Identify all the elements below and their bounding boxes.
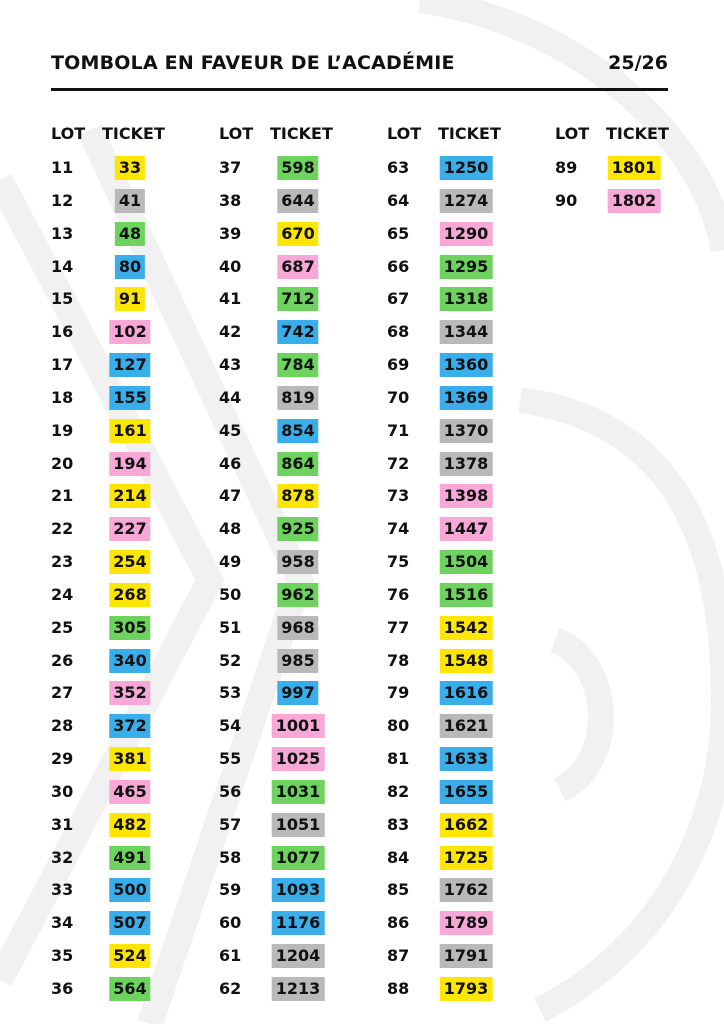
lot-number: 45 bbox=[219, 420, 242, 440]
lot-header: LOT bbox=[51, 124, 86, 143]
lot-number: 51 bbox=[219, 617, 242, 637]
lot-number: 74 bbox=[387, 519, 410, 539]
lot-number: 32 bbox=[51, 847, 74, 867]
table-row bbox=[51, 285, 181, 313]
table-row bbox=[51, 450, 181, 478]
ticket-header: TICKET bbox=[102, 124, 165, 143]
lot-number: 44 bbox=[219, 387, 242, 407]
lot-number: 30 bbox=[51, 781, 74, 801]
ticket-number: 524 bbox=[109, 944, 150, 968]
lot-number: 21 bbox=[51, 486, 74, 506]
ticket-number: 925 bbox=[277, 517, 318, 541]
ticket-number: 465 bbox=[109, 780, 150, 804]
lot-number: 77 bbox=[387, 617, 410, 637]
ticket-number: 1793 bbox=[440, 977, 493, 1001]
ticket-number: 340 bbox=[109, 649, 150, 673]
ticket-number: 819 bbox=[277, 386, 318, 410]
lot-number: 56 bbox=[219, 781, 242, 801]
table-row bbox=[219, 253, 349, 281]
ticket-number: 564 bbox=[109, 977, 150, 1001]
table-row bbox=[219, 187, 349, 215]
ticket-number: 127 bbox=[109, 353, 150, 377]
page-header bbox=[51, 52, 668, 80]
table-row bbox=[387, 220, 517, 248]
ticket-number: 1360 bbox=[440, 353, 493, 377]
lot-number: 52 bbox=[219, 650, 242, 670]
lot-number: 85 bbox=[387, 880, 410, 900]
ticket-number: 1801 bbox=[608, 156, 661, 180]
table-row bbox=[387, 253, 517, 281]
lot-number: 89 bbox=[555, 158, 578, 177]
lot-number: 61 bbox=[219, 946, 242, 966]
table-row bbox=[219, 450, 349, 478]
ticket-number: 1295 bbox=[440, 255, 493, 279]
ticket-number: 784 bbox=[277, 353, 318, 377]
lot-number: 48 bbox=[219, 519, 242, 539]
lot-number: 54 bbox=[219, 716, 242, 736]
lot-number: 16 bbox=[51, 322, 74, 342]
ticket-number: 48 bbox=[115, 222, 145, 246]
lot-number: 66 bbox=[387, 256, 410, 276]
table-row bbox=[219, 220, 349, 248]
ticket-number: 1204 bbox=[272, 944, 325, 968]
table-row bbox=[219, 975, 349, 1003]
table-row bbox=[51, 253, 181, 281]
header-divider bbox=[51, 88, 668, 91]
table-row bbox=[219, 778, 349, 806]
lot-number: 62 bbox=[219, 979, 242, 998]
ticket-number: 254 bbox=[109, 550, 150, 574]
ticket-number: 1762 bbox=[440, 878, 493, 902]
ticket-number: 1621 bbox=[440, 714, 493, 738]
ticket-number: 968 bbox=[277, 616, 318, 640]
table-row bbox=[387, 909, 517, 937]
table-row bbox=[51, 844, 181, 872]
page-title: TOMBOLA EN FAVEUR DE L’ACADÉMIE bbox=[51, 52, 455, 74]
lot-number: 26 bbox=[51, 650, 74, 670]
lot-number: 82 bbox=[387, 781, 410, 801]
lot-number: 38 bbox=[219, 190, 242, 210]
table-row bbox=[219, 417, 349, 445]
lot-number: 63 bbox=[387, 158, 410, 177]
table-row bbox=[219, 285, 349, 313]
column-header bbox=[555, 124, 685, 146]
ticket-number: 1051 bbox=[272, 813, 325, 837]
table-row bbox=[51, 876, 181, 904]
lot-number: 17 bbox=[51, 355, 74, 375]
ticket-number: 1369 bbox=[440, 386, 493, 410]
lot-column-4 bbox=[555, 124, 685, 210]
table-row bbox=[51, 581, 181, 609]
column-header bbox=[51, 124, 181, 146]
lot-number: 43 bbox=[219, 355, 242, 375]
lot-number: 53 bbox=[219, 683, 242, 703]
table-row bbox=[387, 417, 517, 445]
table-row bbox=[387, 482, 517, 510]
ticket-number: 80 bbox=[115, 255, 145, 279]
lot-number: 87 bbox=[387, 946, 410, 966]
ticket-number: 214 bbox=[109, 484, 150, 508]
ticket-header: TICKET bbox=[606, 124, 669, 143]
table-row bbox=[51, 318, 181, 346]
lot-number: 50 bbox=[219, 584, 242, 604]
table-row bbox=[219, 876, 349, 904]
ticket-number: 1093 bbox=[272, 878, 325, 902]
ticket-number: 687 bbox=[277, 255, 318, 279]
ticket-number: 598 bbox=[277, 156, 318, 180]
table-row bbox=[51, 712, 181, 740]
lot-number: 72 bbox=[387, 453, 410, 473]
table-row bbox=[219, 647, 349, 675]
lot-number: 37 bbox=[219, 158, 242, 177]
ticket-number: 1802 bbox=[608, 189, 661, 213]
ticket-number: 962 bbox=[277, 583, 318, 607]
ticket-number: 33 bbox=[115, 156, 145, 180]
lot-number: 12 bbox=[51, 190, 74, 210]
lot-number: 78 bbox=[387, 650, 410, 670]
ticket-number: 194 bbox=[109, 452, 150, 476]
lot-column-1 bbox=[51, 124, 181, 998]
ticket-number: 1077 bbox=[272, 846, 325, 870]
table-row bbox=[219, 548, 349, 576]
ticket-number: 41 bbox=[115, 189, 145, 213]
ticket-number: 352 bbox=[109, 681, 150, 705]
ticket-number: 878 bbox=[277, 484, 318, 508]
lot-number: 46 bbox=[219, 453, 242, 473]
ticket-number: 155 bbox=[109, 386, 150, 410]
lot-number: 36 bbox=[51, 979, 74, 998]
ticket-number: 644 bbox=[277, 189, 318, 213]
lot-number: 83 bbox=[387, 814, 410, 834]
table-row bbox=[387, 679, 517, 707]
table-row bbox=[387, 384, 517, 412]
ticket-number: 1633 bbox=[440, 747, 493, 771]
ticket-number: 1548 bbox=[440, 649, 493, 673]
ticket-number: 1516 bbox=[440, 583, 493, 607]
lot-number: 31 bbox=[51, 814, 74, 834]
lot-number: 47 bbox=[219, 486, 242, 506]
table-row bbox=[555, 154, 685, 182]
ticket-number: 227 bbox=[109, 517, 150, 541]
lot-number: 11 bbox=[51, 158, 74, 177]
table-row bbox=[51, 548, 181, 576]
lot-number: 68 bbox=[387, 322, 410, 342]
lot-number: 19 bbox=[51, 420, 74, 440]
table-row bbox=[219, 154, 349, 182]
ticket-number: 1001 bbox=[272, 714, 325, 738]
lot-number: 76 bbox=[387, 584, 410, 604]
ticket-number: 1725 bbox=[440, 846, 493, 870]
table-row bbox=[51, 187, 181, 215]
ticket-number: 482 bbox=[109, 813, 150, 837]
ticket-number: 864 bbox=[277, 452, 318, 476]
lot-number: 49 bbox=[219, 552, 242, 572]
table-row bbox=[51, 614, 181, 642]
ticket-number: 1031 bbox=[272, 780, 325, 804]
lot-number: 55 bbox=[219, 749, 242, 769]
table-row bbox=[51, 482, 181, 510]
table-row bbox=[219, 351, 349, 379]
lot-number: 69 bbox=[387, 355, 410, 375]
table-row bbox=[219, 745, 349, 773]
ticket-number: 997 bbox=[277, 681, 318, 705]
table-row bbox=[219, 515, 349, 543]
ticket-number: 1616 bbox=[440, 681, 493, 705]
lot-number: 58 bbox=[219, 847, 242, 867]
table-row bbox=[219, 712, 349, 740]
lot-number: 71 bbox=[387, 420, 410, 440]
lot-number: 84 bbox=[387, 847, 410, 867]
table-row bbox=[387, 285, 517, 313]
table-row bbox=[219, 844, 349, 872]
ticket-number: 268 bbox=[109, 583, 150, 607]
ticket-number: 507 bbox=[109, 911, 150, 935]
ticket-number: 305 bbox=[109, 616, 150, 640]
lot-number: 18 bbox=[51, 387, 74, 407]
table-row bbox=[219, 909, 349, 937]
ticket-header: TICKET bbox=[270, 124, 333, 143]
lot-number: 81 bbox=[387, 749, 410, 769]
column-header bbox=[387, 124, 517, 146]
lot-number: 75 bbox=[387, 552, 410, 572]
table-row bbox=[387, 844, 517, 872]
table-row bbox=[387, 318, 517, 346]
table-row bbox=[51, 811, 181, 839]
lot-number: 27 bbox=[51, 683, 74, 703]
lot-number: 22 bbox=[51, 519, 74, 539]
table-row bbox=[387, 712, 517, 740]
table-row bbox=[387, 187, 517, 215]
lot-number: 67 bbox=[387, 289, 410, 309]
season-label: 25/26 bbox=[608, 52, 668, 74]
lot-number: 13 bbox=[51, 223, 74, 243]
table-row bbox=[51, 745, 181, 773]
ticket-number: 670 bbox=[277, 222, 318, 246]
ticket-number: 491 bbox=[109, 846, 150, 870]
ticket-header: TICKET bbox=[438, 124, 501, 143]
table-row bbox=[219, 942, 349, 970]
lot-number: 42 bbox=[219, 322, 242, 342]
table-row bbox=[387, 778, 517, 806]
ticket-number: 1290 bbox=[440, 222, 493, 246]
table-row bbox=[387, 647, 517, 675]
ticket-number: 1318 bbox=[440, 287, 493, 311]
lot-number: 60 bbox=[219, 913, 242, 933]
ticket-number: 742 bbox=[277, 320, 318, 344]
table-row bbox=[387, 548, 517, 576]
ticket-number: 1378 bbox=[440, 452, 493, 476]
ticket-number: 1176 bbox=[272, 911, 325, 935]
ticket-number: 102 bbox=[109, 320, 150, 344]
lot-number: 33 bbox=[51, 880, 74, 900]
lot-number: 14 bbox=[51, 256, 74, 276]
lot-number: 88 bbox=[387, 979, 410, 998]
table-row bbox=[51, 778, 181, 806]
table-row bbox=[51, 417, 181, 445]
lot-number: 34 bbox=[51, 913, 74, 933]
lot-column-2 bbox=[219, 124, 349, 998]
ticket-number: 985 bbox=[277, 649, 318, 673]
lot-number: 65 bbox=[387, 223, 410, 243]
ticket-number: 372 bbox=[109, 714, 150, 738]
table-row bbox=[387, 515, 517, 543]
ticket-number: 1250 bbox=[440, 156, 493, 180]
lot-number: 25 bbox=[51, 617, 74, 637]
lot-column-3 bbox=[387, 124, 517, 998]
ticket-number: 958 bbox=[277, 550, 318, 574]
table-row bbox=[387, 876, 517, 904]
table-row bbox=[51, 154, 181, 182]
ticket-number: 161 bbox=[109, 419, 150, 443]
table-row bbox=[387, 581, 517, 609]
ticket-number: 712 bbox=[277, 287, 318, 311]
table-row bbox=[219, 614, 349, 642]
lot-number: 70 bbox=[387, 387, 410, 407]
ticket-number: 500 bbox=[109, 878, 150, 902]
ticket-number: 1213 bbox=[272, 977, 325, 1001]
ticket-number: 1025 bbox=[272, 747, 325, 771]
lot-number: 29 bbox=[51, 749, 74, 769]
ticket-number: 1655 bbox=[440, 780, 493, 804]
table-row bbox=[219, 811, 349, 839]
ticket-number: 1398 bbox=[440, 484, 493, 508]
ticket-number: 91 bbox=[115, 287, 145, 311]
table-row bbox=[387, 942, 517, 970]
table-row bbox=[219, 318, 349, 346]
table-row bbox=[51, 515, 181, 543]
lot-number: 28 bbox=[51, 716, 74, 736]
lot-number: 41 bbox=[219, 289, 242, 309]
table-row bbox=[387, 811, 517, 839]
table-row bbox=[51, 351, 181, 379]
table-row bbox=[387, 351, 517, 379]
table-row bbox=[387, 614, 517, 642]
table-row bbox=[51, 975, 181, 1003]
table-row bbox=[387, 154, 517, 182]
table-row bbox=[51, 647, 181, 675]
table-row bbox=[219, 384, 349, 412]
ticket-number: 381 bbox=[109, 747, 150, 771]
lot-number: 80 bbox=[387, 716, 410, 736]
table-row bbox=[51, 942, 181, 970]
lot-number: 64 bbox=[387, 190, 410, 210]
table-row bbox=[555, 187, 685, 215]
lot-number: 23 bbox=[51, 552, 74, 572]
table-row bbox=[51, 679, 181, 707]
lot-header: LOT bbox=[555, 124, 590, 143]
lot-header: LOT bbox=[387, 124, 422, 143]
ticket-number: 1447 bbox=[440, 517, 493, 541]
table-row bbox=[387, 975, 517, 1003]
lot-number: 90 bbox=[555, 190, 578, 210]
lot-number: 73 bbox=[387, 486, 410, 506]
ticket-number: 854 bbox=[277, 419, 318, 443]
table-row bbox=[219, 482, 349, 510]
ticket-number: 1370 bbox=[440, 419, 493, 443]
lot-number: 57 bbox=[219, 814, 242, 834]
ticket-number: 1662 bbox=[440, 813, 493, 837]
lot-number: 79 bbox=[387, 683, 410, 703]
column-header bbox=[219, 124, 349, 146]
lot-number: 59 bbox=[219, 880, 242, 900]
lot-number: 40 bbox=[219, 256, 242, 276]
table-row bbox=[387, 450, 517, 478]
ticket-number: 1504 bbox=[440, 550, 493, 574]
table-row bbox=[219, 679, 349, 707]
table-row bbox=[219, 581, 349, 609]
lot-header: LOT bbox=[219, 124, 254, 143]
table-row bbox=[387, 745, 517, 773]
ticket-number: 1344 bbox=[440, 320, 493, 344]
ticket-number: 1791 bbox=[440, 944, 493, 968]
lot-number: 24 bbox=[51, 584, 74, 604]
ticket-number: 1274 bbox=[440, 189, 493, 213]
lot-number: 15 bbox=[51, 289, 74, 309]
lot-number: 35 bbox=[51, 946, 74, 966]
lot-number: 20 bbox=[51, 453, 74, 473]
lot-number: 86 bbox=[387, 913, 410, 933]
ticket-number: 1542 bbox=[440, 616, 493, 640]
table-row bbox=[51, 909, 181, 937]
table-row bbox=[51, 220, 181, 248]
table-row bbox=[51, 384, 181, 412]
ticket-number: 1789 bbox=[440, 911, 493, 935]
lot-number: 39 bbox=[219, 223, 242, 243]
